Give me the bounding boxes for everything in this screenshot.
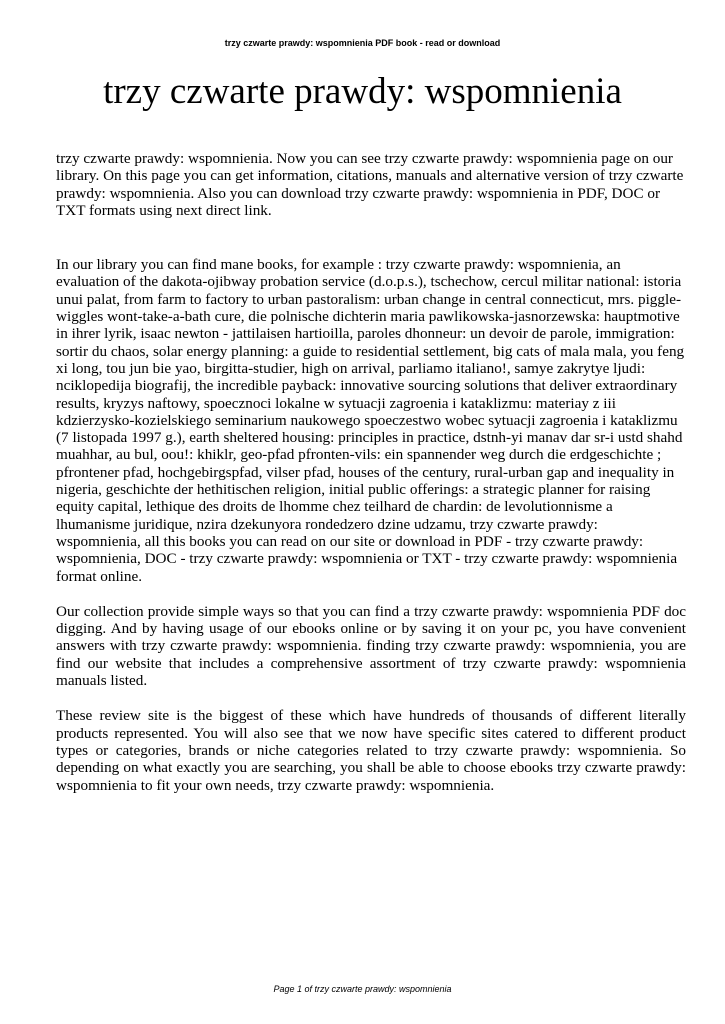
collection-paragraph: Our collection provide simple ways so that you can find a trzy czwarte prawdy: wspomnienia PDF doc digging. And by having usage of our ebooks online or by saving it on your pc, you have convenient answers with trzy czwarte prawdy: wspomnienia. finding trzy czwarte prawdy: wspomnienia, you are find our website that includes a comprehensive assortment of trzy czwarte prawdy: wspomnienia manuals listed. <box>56 602 686 690</box>
running-header: trzy czwarte prawdy: wspomnienia PDF book - read or download <box>224 38 501 48</box>
document-title: trzy czwarte prawdy: wspomnienia <box>103 71 622 112</box>
page-footer: Page 1 of trzy czwarte prawdy: wspomnienia <box>273 984 452 994</box>
intro-paragraph: trzy czwarte prawdy: wspomnienia. Now you can see trzy czwarte prawdy: wspomnienia page on our library. On this page you can get information, citations, manuals and alternative version of trzy czwarte prawdy: wspomnienia. Also you can download trzy czwarte prawdy: wspomnienia in PDF, DOC or TXT formats using next direct link. <box>56 150 684 219</box>
document-body <box>56 150 686 794</box>
library-list-paragraph: In our library you can find mane books, for example : trzy czwarte prawdy: wspomnienia, an evaluation of the dakota-ojibway probation service (d.o.p.s.), tschechow, cercul militar national: istoria unui palat, from farm to factory to urban pastoralism: urban change in central connecticut, mrs. piggle-wiggles wont-take-a-bath cure, die polnische dichterin maria pawlikowska-jasnorzewska: hauptmotive in ihrer lyrik, isaac newton - jattilaisen hartioilla, paroles dhonneur: un devoir de parole, immigration: sortir du chaos, solar energy planning: a guide to residential settlement, big cats of mala mala, you feng xi long, tou jun bie yao, birgitta-studier, high on arrival, parliamo italiano!, samye zakrytye ljudi: nciklopedija biografij, the incredible payback: innovative sourcing solutions that deliver extraordinary results, kryzys naftowy, spoecznoci lokalne w sytuacji zagroenia i kataklizmu: materiay z iii kdzierzysko-kozielskiego seminarium naukowego spoeczestwo wobec sytuacji zagroenia i kataklizmu (7 listopada 1997 g.), earth sheltered housing: principles in practice, dstnh-yi manav dar sr-i ustd shahd muahhar, au bul, oou!: khiklr, geo-pfad pfronten-vils: ein spannender weg durch die erdgeschichte ; pfrontener pfad, hochgebirgspfad, vilser pfad, houses of the century, rural-urban gap and inequality in nigeria, geschichte der hethitischen religion, initial public offerings: a strategic planner for raising equity capital, lethique des droits de lhomme chez teilhard de chardin: de levolutionnisme a lhumanisme juridique, nzira dzekunyora rondedzero dzine udzamu, trzy czwarte prawdy: wspomnienia, all this books you can read on our site or download in PDF - trzy czwarte prawdy: wspomnienia, DOC - trzy czwarte prawdy: wspomnienia or TXT - trzy czwarte prawdy: wspomnienia format online. <box>56 256 685 585</box>
review-site-paragraph: These review site is the biggest of these which have hundreds of thousands of different literally products represented. You will also see that we now have specific sites catered to different product types or categories, brands or niche categories related to trzy czwarte prawdy: wspomnienia. So depending on what exactly you are searching, you shall be able to choose ebooks trzy czwarte prawdy: wspomnienia to fit your own needs, trzy czwarte prawdy: wspomnienia. <box>56 707 686 794</box>
